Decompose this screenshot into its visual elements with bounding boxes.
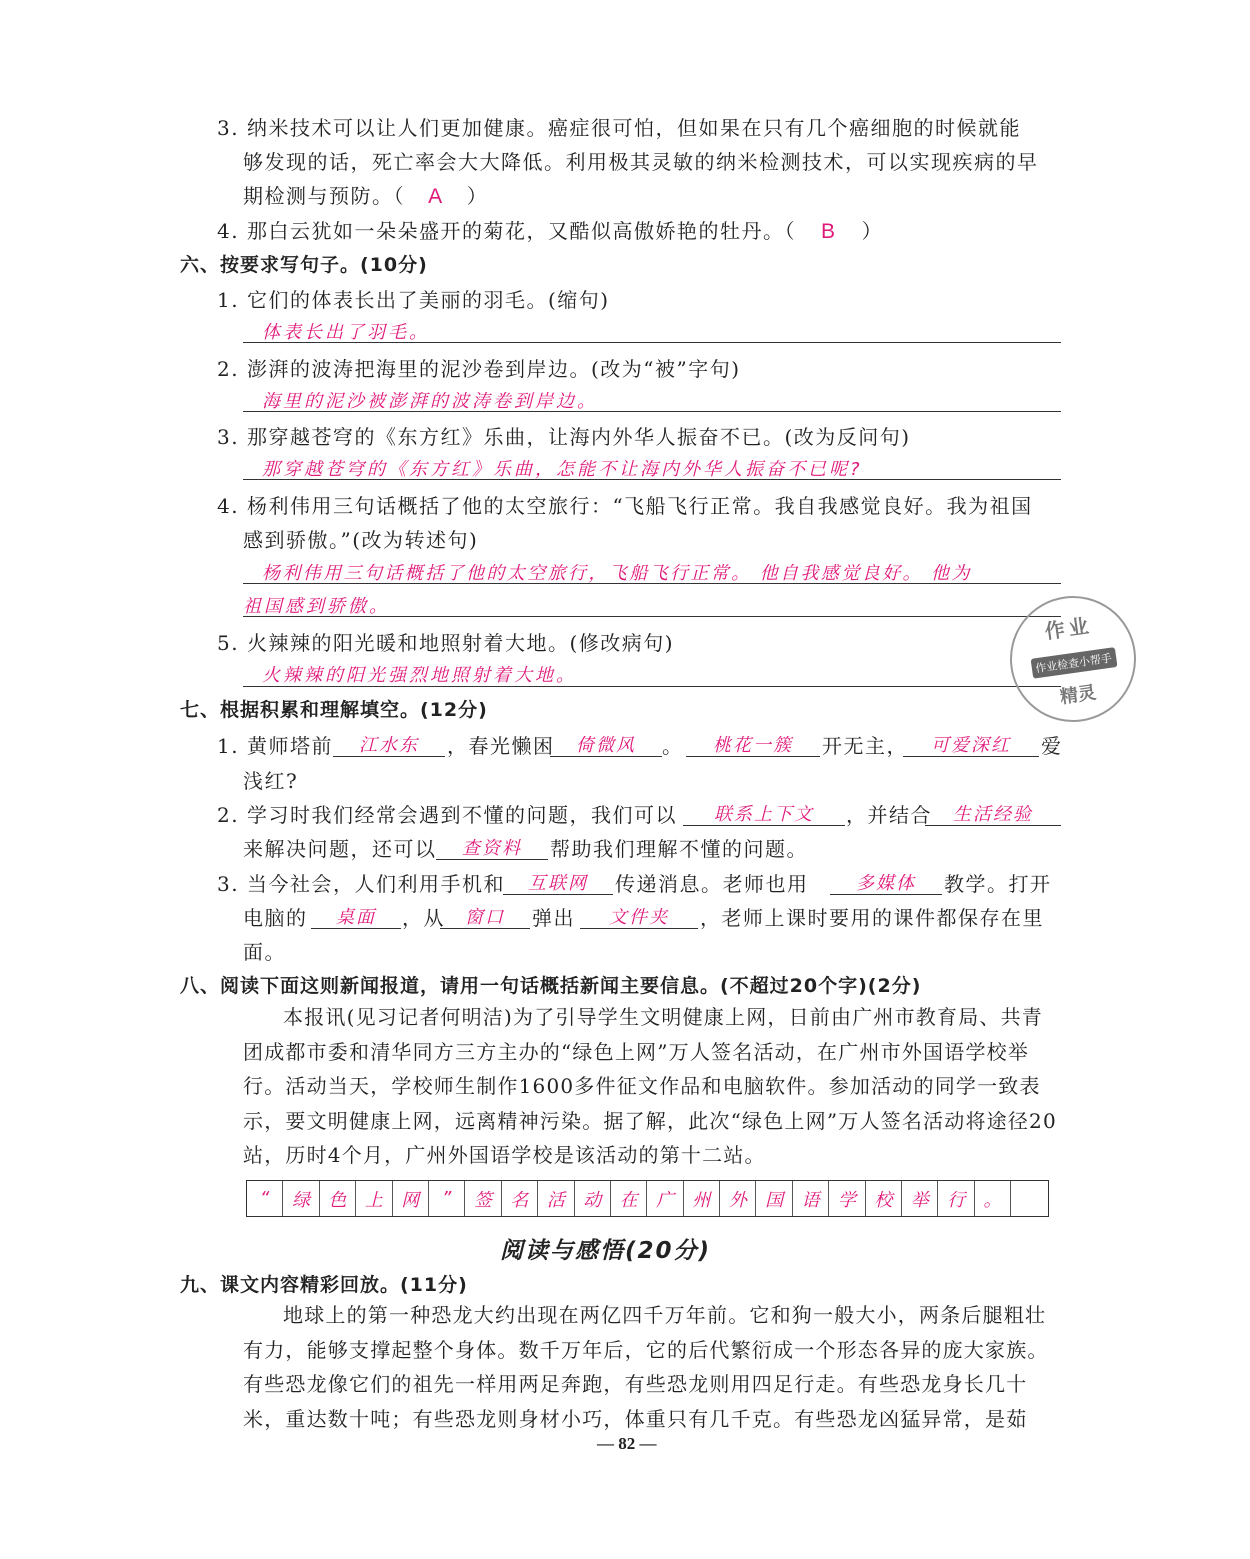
grid-cell: 州 xyxy=(684,1181,720,1216)
s6-a1: 体表长出了羽毛。 xyxy=(262,322,430,343)
s7-i3-blank3 xyxy=(311,928,401,929)
stamp-logo xyxy=(1002,588,1144,730)
s6-a3: 那穿越苍穹的《东方红》乐曲，怎能不让海内外华人振奋不已呢? xyxy=(262,459,863,480)
stamp-bottom: 精灵 xyxy=(1058,682,1098,709)
s7-i3-blank5 xyxy=(580,928,698,929)
grid-cell: “ xyxy=(247,1181,283,1216)
s7-i1-blank1 xyxy=(333,756,445,757)
s7-i1-t3: 。 xyxy=(662,734,684,758)
s7-i2-fill3: 查资料 xyxy=(462,838,522,859)
s7-i1-fill2: 倚微风 xyxy=(576,735,636,756)
s6-q3: 3. 那穿越苍穹的《东方红》乐曲，让海内外华人振奋不已。(改为反问句) xyxy=(217,425,911,449)
s7-i2-t3: 来解决问题，还可以 xyxy=(243,837,437,861)
s7-i1-t2: ，春光懒困 xyxy=(447,734,555,758)
grid-cell: 外 xyxy=(720,1181,756,1216)
item3-line3 xyxy=(243,180,488,209)
item3-line2: 够发现的话，死亡率会大大降低。利用极其灵敏的纳米检测技术，可以实现疾病的早 xyxy=(243,150,1039,174)
s7-i1-t6: 浅红? xyxy=(243,769,299,793)
grid-cell: 绿 xyxy=(283,1181,319,1216)
s7-i3-t7: ，老师上课时要用的课件都保存在里 xyxy=(700,906,1044,930)
s6-a4-line2: 祖国感到骄傲。 xyxy=(243,596,390,617)
s6-q5: 5. 火辣辣的阳光暖和地照射着大地。(修改病句) xyxy=(217,631,675,655)
s7-i1-t1: 1. 黄师塔前 xyxy=(217,734,333,758)
section8-heading: 八、阅读下面这则新闻报道，请用一句话概括新闻主要信息。(不超过20个字)(2分) xyxy=(180,975,922,997)
s7-i3-t2: 传递消息。老师也用 xyxy=(615,872,809,896)
s7-i2-fill2: 生活经验 xyxy=(953,804,1033,825)
grid-cell: 行 xyxy=(938,1181,974,1216)
s8-passage: 本报讯(见习记者何明洁)为了引导学生文明健康上网，日前由广州市教育局、共青团成都市委和清华同方三方主办的“绿色上网”万人签名活动，在广州市外国语学校举行。活动当天，学校师生制作1600多件征文作品和电脑软件。参加活动的同学一致表示，要文明健康上网，远离精神污染。据了解，此次“绿色上网”万人签名活动将途径20站，历时4个月，广州外国语学校是该活动的第十二站。 xyxy=(243,1005,1057,1167)
s7-i3-t3: 教学。打开 xyxy=(944,872,1052,896)
section9-heading: 九、课文内容精彩回放。(11分) xyxy=(180,1274,468,1296)
s7-i3-blank4 xyxy=(440,928,530,929)
s6-a5: 火辣辣的阳光强烈地照射着大地。 xyxy=(262,665,577,686)
item3-answer: A xyxy=(428,185,444,208)
s6-answer-line-1 xyxy=(243,342,1061,343)
item3-close: ） xyxy=(466,184,489,208)
s7-i3-t1: 3. 当今社会，人们利用手机和 xyxy=(217,872,505,896)
s7-i3-t8: 面。 xyxy=(243,940,286,964)
s7-i3-fill2: 多媒体 xyxy=(856,873,916,894)
grid-cell: 。 xyxy=(975,1181,1011,1216)
s6-answer-line-2 xyxy=(243,411,1061,412)
grid-cell: 签 xyxy=(465,1181,501,1216)
grid-cell: 在 xyxy=(611,1181,647,1216)
grid-cell: 举 xyxy=(902,1181,938,1216)
grid-cell: 国 xyxy=(756,1181,792,1216)
s7-i3-t6: 弹出 xyxy=(532,906,575,930)
grid-cell: 学 xyxy=(829,1181,865,1216)
grid-cell: 语 xyxy=(793,1181,829,1216)
item3-line3-text: 期检测与预防。（ xyxy=(243,184,405,208)
s8-answer-grid xyxy=(246,1180,1049,1217)
item4-answer: B xyxy=(821,220,837,243)
s7-i3-fill5: 文件夹 xyxy=(609,907,669,928)
s7-i1-t5: 爱 xyxy=(1041,734,1063,758)
s7-i2-blank1 xyxy=(683,825,845,826)
s7-i1-blank4 xyxy=(903,756,1039,757)
s7-i3-t4: 电脑的 xyxy=(243,906,308,930)
s7-i2-t1: 2. 学习时我们经常会遇到不懂的问题，我们可以 xyxy=(217,803,677,827)
s7-i2-fill1: 联系上下文 xyxy=(714,804,814,825)
s7-i2-t2: ，并结合 xyxy=(846,803,932,827)
grid-cell xyxy=(1011,1181,1047,1216)
s6-a2: 海里的泥沙被澎湃的波涛卷到岸边。 xyxy=(262,391,598,412)
section7-heading: 七、根据积累和理解填空。(12分) xyxy=(180,699,488,721)
grid-cell: 校 xyxy=(866,1181,902,1216)
s7-i1-fill1: 江水东 xyxy=(359,735,419,756)
grid-cell: 上 xyxy=(356,1181,392,1216)
s7-i3-blank2 xyxy=(830,894,942,895)
s6-answer-line-3 xyxy=(243,479,1061,480)
s6-answer-line-4a xyxy=(243,583,1061,584)
s7-i3-fill3: 桌面 xyxy=(336,907,376,928)
item4 xyxy=(217,215,883,244)
section6-heading: 六、按要求写句子。(10分) xyxy=(180,254,428,276)
s7-i1-blank3 xyxy=(686,756,820,757)
grid-cell: ” xyxy=(429,1181,465,1216)
grid-cell: 色 xyxy=(320,1181,356,1216)
s6-answer-line-5 xyxy=(243,686,1061,687)
s6-q1: 1. 它们的体表长出了美丽的羽毛。(缩句) xyxy=(217,288,610,312)
s6-q4-line1: 4. 杨利伟用三句话概括了他的太空旅行：“飞船飞行正常。我自我感觉良好。我为祖国 xyxy=(217,494,1033,518)
item3-line1: 3. 纳米技术可以让人们更加健康。癌症很可怕，但如果在只有几个癌细胞的时候就能 xyxy=(217,116,1021,140)
s7-i3-t5: ，从 xyxy=(402,906,445,930)
s7-i1-blank2 xyxy=(550,756,662,757)
s7-i1-fill3: 桃花一簇 xyxy=(713,735,793,756)
stamp-middle: 作业检查小帮手 xyxy=(1030,647,1117,679)
item4-close: ） xyxy=(861,219,884,243)
grid-cell: 名 xyxy=(502,1181,538,1216)
item4-text: 4. 那白云犹如一朵朵盛开的菊花，又酷似高傲娇艳的牡丹。（ xyxy=(217,219,796,243)
s7-i2-t4: 帮助我们理解不懂的问题。 xyxy=(550,837,808,861)
section-title: 阅读与感悟(20分) xyxy=(500,1238,712,1264)
s7-i3-fill4: 窗口 xyxy=(465,907,505,928)
s6-q4-line2: 感到骄傲。”(改为转述句) xyxy=(243,528,479,552)
s7-i3-blank1 xyxy=(503,894,613,895)
s6-q2: 2. 澎湃的波涛把海里的泥沙卷到岸边。(改为“被”字句) xyxy=(217,357,741,381)
s7-i2-blank3 xyxy=(436,859,548,860)
grid-cell: 动 xyxy=(575,1181,611,1216)
s6-a4-line1: 杨利伟用三句话概括了他的太空旅行，飞船飞行正常。 他自我感觉良好。 他为 xyxy=(262,563,972,584)
s6-answer-line-4b xyxy=(243,616,1061,617)
s7-i3-fill1: 互联网 xyxy=(528,873,588,894)
stamp-top: 作业 xyxy=(1043,613,1095,644)
s7-i2-blank2 xyxy=(925,825,1061,826)
s7-i1-fill4: 可爱深红 xyxy=(931,735,1011,756)
grid-cell: 活 xyxy=(538,1181,574,1216)
page-number: — 82 — xyxy=(597,1434,657,1453)
grid-cell: 广 xyxy=(647,1181,683,1216)
grid-cell: 网 xyxy=(393,1181,429,1216)
s7-i1-t4: 开无主， xyxy=(822,734,908,758)
s9-passage: 地球上的第一种恐龙大约出现在两亿四千万年前。它和狗一般大小，两条后腿粗壮有力，能够支撑起整个身体。数千万年后，它的后代繁衍成一个形态各异的庞大家族。有些恐龙像它们的祖先一样用两足奔跑，有些恐龙则用四足行走。有些恐龙身长几十米，重达数十吨；有些恐龙则身材小巧，体重只有几千克。有些恐龙凶猛异常，是茹 xyxy=(243,1303,1049,1431)
